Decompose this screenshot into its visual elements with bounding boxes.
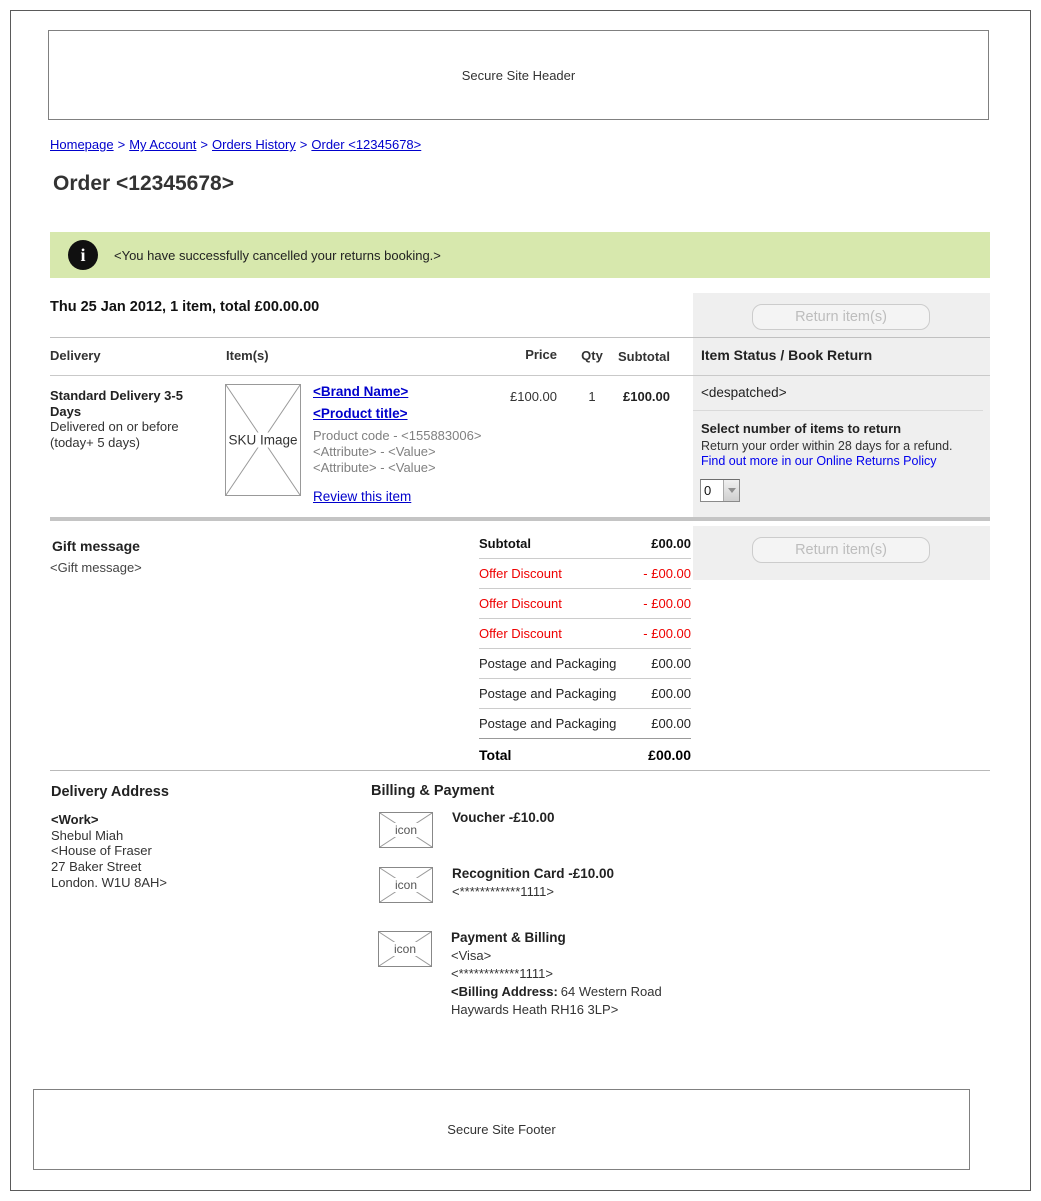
item-price: £100.00 <box>510 389 557 404</box>
voucher-title: Voucher -£10.00 <box>452 810 555 825</box>
address-line: Shebul Miah <box>51 827 124 843</box>
icon-label: icon <box>394 823 418 837</box>
order-summary-heading: Thu 25 Jan 2012, 1 item, total £00.00.00 <box>50 299 320 315</box>
product-attribute: <Attribute> - <Value> <box>313 444 436 459</box>
divider <box>50 337 990 338</box>
address-line: <House of Fraser <box>51 843 152 859</box>
return-items-button-bottom[interactable]: Return item(s) <box>752 537 930 563</box>
item-status: <despatched> <box>701 385 787 400</box>
address-line: 27 Baker Street <box>51 859 142 875</box>
breadcrumb-separator: > <box>117 137 126 152</box>
secure-site-header <box>48 30 989 120</box>
delivery-note-line: (today+ 5 days) <box>50 435 140 451</box>
sku-image-label: SKU Image <box>228 432 298 448</box>
billing-address-label: <Billing Address: <box>451 984 558 999</box>
gift-message-title: Gift message <box>52 538 140 554</box>
review-item-link[interactable]: Review this item <box>313 489 412 504</box>
header-label: Secure Site Header <box>461 67 576 83</box>
brand-link[interactable]: <Brand Name> <box>313 384 409 399</box>
column-header-item-status: Item Status / Book Return <box>701 347 873 363</box>
column-header-delivery: Delivery <box>50 348 101 363</box>
footer-label: Secure Site Footer <box>447 1122 556 1137</box>
voucher-icon <box>379 812 433 848</box>
column-header-items: Item(s) <box>226 348 269 363</box>
billing-address <box>451 984 662 1017</box>
recognition-card-icon <box>379 867 433 903</box>
column-header-price: Price <box>525 347 557 362</box>
payment-billing-entry <box>451 929 665 1019</box>
summary-row-postage: Postage and Packaging £00.00 <box>479 679 691 709</box>
order-summary-table <box>479 529 691 771</box>
delivery-method-cell <box>50 388 215 451</box>
item-details <box>313 384 503 504</box>
divider <box>50 375 990 376</box>
gift-message-value: <Gift message> <box>50 560 142 575</box>
breadcrumb-separator: > <box>200 137 208 152</box>
select-return-qty-title: Select number of items to return <box>701 421 902 436</box>
billing-address-value: 64 Western Road Haywards Heath RH16 3LP> <box>451 984 662 1017</box>
voucher-entry <box>452 809 555 827</box>
delivery-note-line: Delivered on or before <box>50 419 179 435</box>
payment-billing-title: Payment & Billing <box>451 930 566 945</box>
refund-note: Return your order within 28 days for a refund. <box>701 439 953 453</box>
delivery-address-block <box>51 812 167 891</box>
page-title: Order <12345678> <box>53 172 234 195</box>
banner-message: <You have successfully cancelled your returns booking.> <box>114 247 441 263</box>
info-icon: i <box>68 240 98 270</box>
payment-method: <Visa> <box>451 948 492 963</box>
masked-card-number: <************1111> <box>451 966 553 981</box>
divider <box>693 410 983 411</box>
return-qty-value: 0 <box>704 483 712 498</box>
item-qty: 1 <box>588 389 596 404</box>
address-label: <Work> <box>51 812 99 827</box>
delivery-address-title: Delivery Address <box>51 784 169 800</box>
billing-payment-title: Billing & Payment <box>371 783 495 799</box>
summary-row-subtotal: Subtotal £00.00 <box>479 529 691 559</box>
item-subtotal: £100.00 <box>623 389 670 404</box>
thick-divider <box>50 517 990 521</box>
breadcrumb <box>50 137 421 152</box>
product-code: Product code - <155883006> <box>313 428 482 443</box>
return-items-button-top[interactable]: Return item(s) <box>752 304 930 330</box>
dropdown-button[interactable] <box>723 480 739 501</box>
breadcrumb-separator: > <box>299 137 308 152</box>
summary-row-offer-discount: Offer Discount - £00.00 <box>479 559 691 589</box>
recognition-card-entry <box>452 865 614 901</box>
breadcrumb-homepage[interactable]: Homepage <box>50 137 114 152</box>
payment-card-icon <box>378 931 432 967</box>
column-header-subtotal: Subtotal <box>618 349 670 364</box>
icon-label: icon <box>394 878 418 892</box>
online-returns-policy-link[interactable]: Find out more in our Online Returns Policy <box>701 454 937 468</box>
icon-label: icon <box>393 942 417 956</box>
success-banner <box>50 232 990 278</box>
summary-row-offer-discount: Offer Discount - £00.00 <box>479 619 691 649</box>
recognition-card-title: Recognition Card -£10.00 <box>452 866 615 881</box>
breadcrumb-my-account[interactable]: My Account <box>129 137 197 152</box>
masked-card-number: <************1111> <box>452 884 554 899</box>
secure-site-footer <box>33 1089 970 1170</box>
sku-image-placeholder <box>225 384 301 496</box>
breadcrumb-orders-history[interactable]: Orders History <box>212 137 296 152</box>
summary-row-postage: Postage and Packaging £00.00 <box>479 709 691 739</box>
chevron-down-icon <box>728 488 736 493</box>
column-header-qty: Qty <box>581 348 603 363</box>
return-qty-dropdown[interactable] <box>700 479 740 502</box>
product-attribute: <Attribute> - <Value> <box>313 460 436 475</box>
summary-row-postage: Postage and Packaging £00.00 <box>479 649 691 679</box>
product-title-link[interactable]: <Product title> <box>313 406 408 421</box>
breadcrumb-order-current[interactable]: Order <12345678> <box>311 137 422 152</box>
delivery-method: Standard Delivery 3-5 Days <box>50 388 183 419</box>
summary-row-offer-discount: Offer Discount - £00.00 <box>479 589 691 619</box>
summary-row-total: Total £00.00 <box>479 747 691 763</box>
address-line: London. W1U 8AH> <box>51 874 167 890</box>
